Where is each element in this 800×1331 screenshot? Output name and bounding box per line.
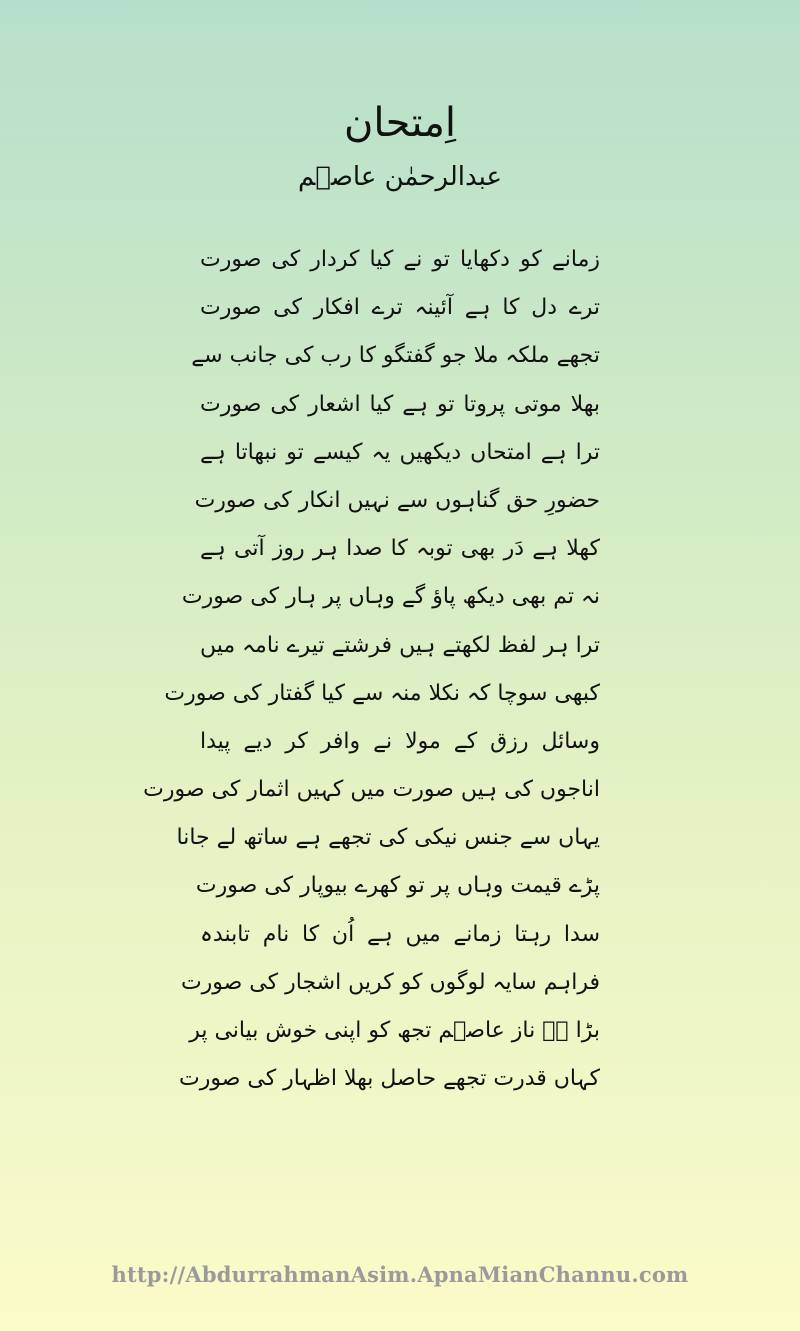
- poem-line: وسائل رزق کے مولا نے وافر کر دیے پیدا: [200, 728, 600, 754]
- poem-line: یہاں سے جنس نیکی کی تجھے ہے ساتھ لے جانا: [176, 825, 600, 851]
- poem-title: اِمتحان: [344, 100, 456, 146]
- website-url: http://AbdurrahmanAsim.ApnaMianChannu.com: [111, 1262, 689, 1287]
- poem-line: کہاں قدرت تجھے حاصل بھلا اظہار کی صورت: [179, 1066, 600, 1092]
- poem-line: بڑا ہے ناز عاصؔم تجھ کو اپنی خوش بیانی پر: [189, 1018, 600, 1043]
- poem-line: ترا ہر لفظ لکھتے ہیں فرشتے تیرے نامہ میں: [200, 632, 600, 658]
- poem-line: ترے دل کا ہے آئینہ ترے افکار کی صورت: [200, 295, 600, 321]
- poem-line: اناجوں کی ہیں صورت میں کہیں اثمار کی صورت: [143, 777, 600, 803]
- poem-body: [143, 236, 600, 1103]
- poem-line: سدا رہتا زمانے میں ہے اُن کا نام تابندہ: [200, 921, 600, 947]
- poem-line: نہ تم بھی دیکھ پاؤ گے وہاں پر ہار کی صورت: [181, 584, 600, 610]
- poem-line: کبھی سوچا کہ نکلا منہ سے کیا گفتار کی صورت: [164, 680, 600, 706]
- poem-author: عبدالرحمٰن عاصؔم: [297, 162, 503, 192]
- poem-line: حضورِ حق گناہوں سے نہیں انکار کی صورت: [194, 487, 600, 513]
- poem-line: کھلا ہے دَر بھی توبہ کا صدا ہر روز آتی ہے: [200, 536, 600, 562]
- poem-line: بھلا موتی پروتا تو ہے کیا اشعار کی صورت: [200, 391, 600, 417]
- poem-line: فراہم سایہ لوگوں کو کریں اشجار کی صورت: [180, 969, 600, 995]
- poem-line: پڑے قیمت وہاں پر تو کھرے بیوپار کی صورت: [195, 873, 600, 899]
- poem-line: زمانے کو دکھایا تو نے کیا کردار کی صورت: [200, 247, 600, 272]
- poem-line: تجھے ملکہ ملا جو گفتگو کا رب کی جانب سے: [191, 343, 600, 369]
- poem-line: ترا ہے امتحاں دیکھیں یہ کیسے تو نبھاتا ہے: [200, 439, 600, 465]
